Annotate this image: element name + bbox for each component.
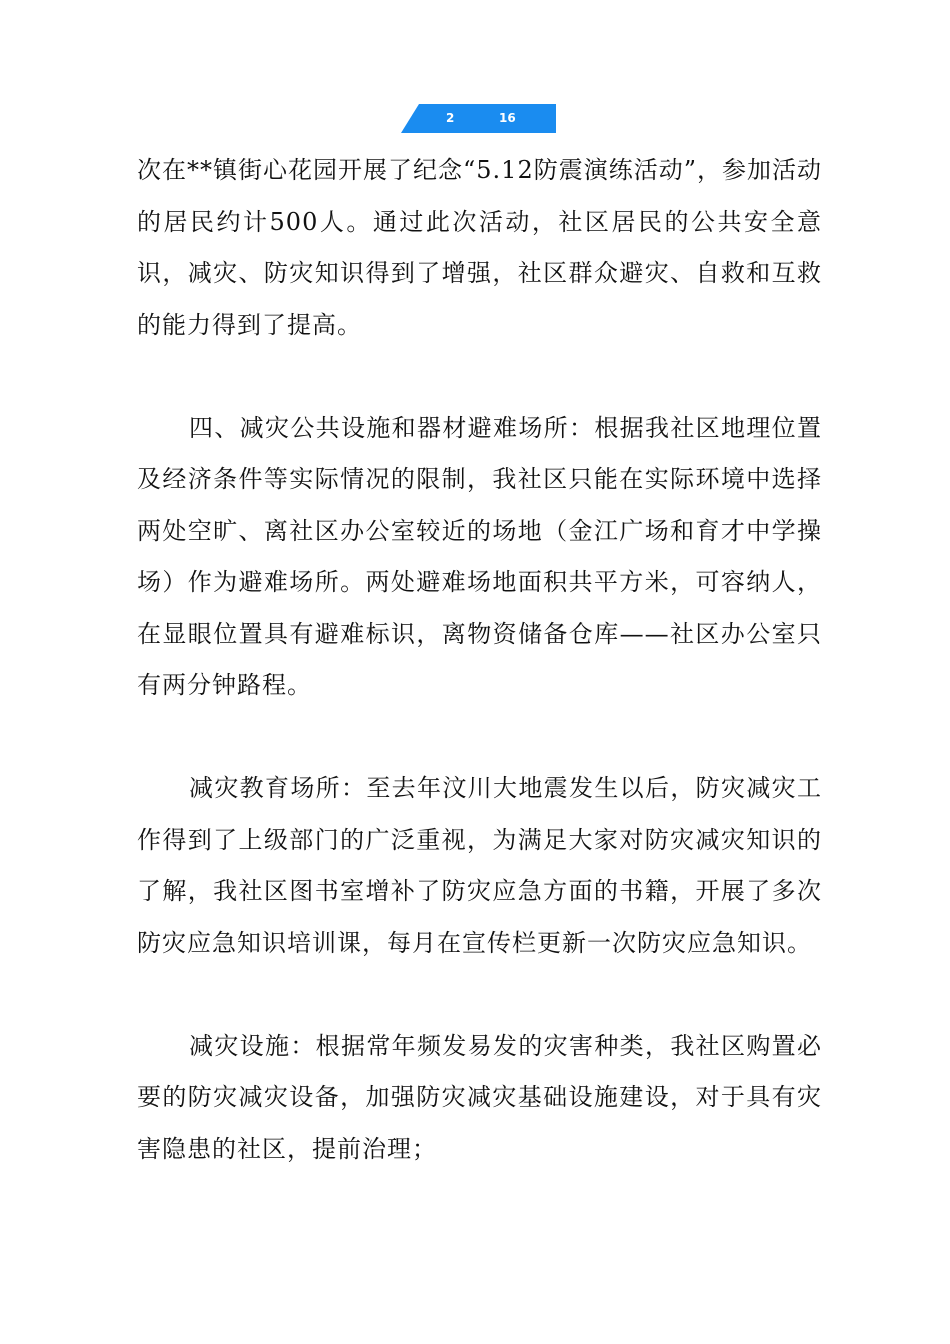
page-indicator xyxy=(401,104,556,133)
paragraph-event-summary: 次在**镇街心花园开展了纪念“5.12防震演练活动”，参加活动的居民约计500人。通过此次活动，社区居民的公共安全意识，减灾、防灾知识得到了增强，社区群众避灾、自救和互救的能力得到了提高。 xyxy=(137,156,822,339)
paragraph-shelter-facilities: 四、减灾公共设施和器材避难场所：根据我社区地理位置及经济条件等实际情况的限制，我社区只能在实际环境中选择两处空旷、离社区办公室较近的场地（金江广场和育才中学操场）作为避难场所。两处避难场地面积共平方米，可容纳人，在显眼位置具有避难标识，离物资储备仓库——社区办公室只有两分钟路程。 xyxy=(137,413,822,699)
paragraph-mitigation-facilities: 减灾设施：根据常年频发易发的灾害种类，我社区购置必要的防灾减灾设备，加强防灾减灾基础设施建设，对于具有灾害隐患的社区，提前治理； xyxy=(137,1031,822,1163)
paragraph-spacer xyxy=(137,969,822,1021)
paragraph-spacer xyxy=(137,351,822,403)
page-indicator-shape xyxy=(401,104,556,133)
document-body xyxy=(137,145,822,1175)
paragraph-education-venue: 减灾教育场所：至去年汶川大地震发生以后，防灾减灾工作得到了上级部门的广泛重视，为满足大家对防灾减灾知识的了解，我社区图书室增补了防灾应急方面的书籍，开展了多次防灾应急知识培训课，每月在宣传栏更新一次防灾应急知识。 xyxy=(137,774,822,957)
current-page-number: 2 xyxy=(446,111,455,125)
paragraph-spacer xyxy=(137,712,822,764)
total-pages-number: 16 xyxy=(499,111,516,125)
